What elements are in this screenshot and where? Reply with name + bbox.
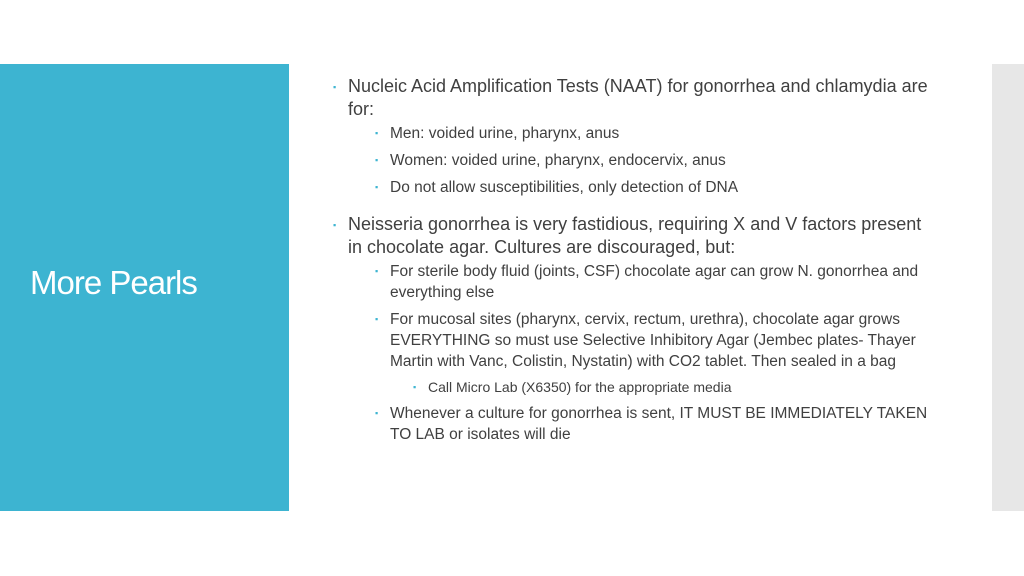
bullet-point [333, 75, 933, 121]
sub-bullet-point [375, 403, 933, 445]
sub-bullet-text: Do not allow susceptibilities, only detection of DNA [390, 179, 739, 196]
sub-bullet-text: For mucosal sites (pharynx, cervix, rectum, urethra), chocolate agar grows EVERYTHING so must use Selective Inhibitory Agar (Jembec plates- Thayer Martin with Vanc, Colistin, Nystatin) with CO2 tablet. Then sealed in a bag [390, 311, 916, 370]
bullet-icon: ▪ [375, 128, 379, 138]
bullet-content [333, 75, 933, 445]
bullet-icon: ▪ [333, 82, 337, 92]
sub-bullet-point [375, 123, 933, 144]
slide-title: More Pearls [30, 264, 197, 301]
sub-bullet-point [375, 177, 933, 198]
sub-bullet-point [375, 261, 933, 303]
bullet-icon: ▪ [333, 220, 337, 230]
sub-bullet-point [375, 309, 933, 372]
bullet-text: Neisseria gonorrhea is very fastidious, requiring X and V factors present in chocolate agar. Cultures are discouraged, but: [348, 214, 922, 257]
sub-bullet-point [375, 150, 933, 171]
bullet-point [333, 213, 933, 259]
bullet-icon: ▪ [375, 314, 379, 324]
sub-bullet-text: For sterile body fluid (joints, CSF) chocolate agar can grow N. gonorrhea and everything else [390, 263, 919, 301]
sub-bullet-text: Whenever a culture for gonorrhea is sent, IT MUST BE IMMEDIATELY TAKEN TO LAB or isolates will die [390, 405, 928, 443]
sub-sub-bullet-text: Call Micro Lab (X6350) for the appropriate media [428, 379, 732, 395]
bullet-icon: ▪ [413, 382, 417, 392]
bullet-icon: ▪ [375, 155, 379, 165]
bullet-icon: ▪ [375, 266, 379, 276]
bullet-icon: ▪ [375, 408, 379, 418]
sub-bullet-text: Men: voided urine, pharynx, anus [390, 125, 620, 142]
right-decorative-strip [992, 64, 1024, 511]
sub-sub-bullet-point [413, 378, 933, 397]
bullet-icon: ▪ [375, 182, 379, 192]
bullet-text: Nucleic Acid Amplification Tests (NAAT) for gonorrhea and chlamydia are for: [348, 76, 928, 119]
sub-bullet-text: Women: voided urine, pharynx, endocervix, anus [390, 152, 726, 169]
